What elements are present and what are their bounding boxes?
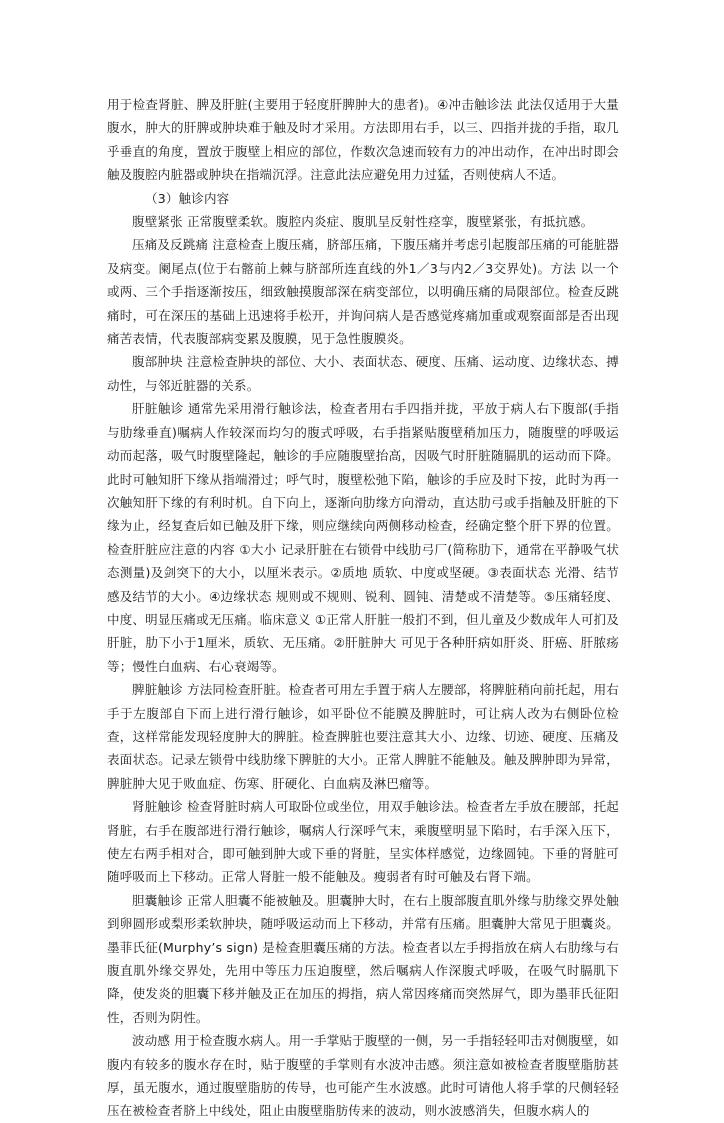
paragraph-abdominal-mass: 腹部肿块 注意检查肿块的部位、大小、表面状态、硬度、压痛、运动度、边缘状态、搏动性，与邻近脏器的关系。 xyxy=(107,354,619,393)
paragraph-impact-palpation: 用于检查肾脏、脾及肝脏(主要用于轻度肝脾肿大的患者)。④冲击触诊法 此法仅适用于大量腹水，肿大的肝脾或肿块难于触及时才采用。方法即用右手，以三、四指并拢的手指，取几乎垂直的角度，置放于腹壁上相应的部位，作数次急速而较有力的冲出动作，在冲出时即会触及腹腔内脏器或肿块在指端沉浮。注意此法应避免用力过猛，否则使病人不适。 xyxy=(107,97,619,183)
document-page xyxy=(107,93,619,1123)
paragraph-spleen-palpation: 脾脏触诊 方法同检查肝脏。检查者可用左手置于病人左腰部，将脾脏稍向前托起，用右手于左腹部自下而上进行滑行触诊，如平卧位不能膜及脾脏时，可让病人改为右侧卧位检查，这样常能发现轻度肿大的脾脏。检查脾脏也要注意其大小、边缘、切迹、硬度、压痛及表面状态。记录左锁骨中线肋缘下脾脏的大小。正常人脾脏不能触及。触及脾肿即为异常，脾脏肿大见于败血症、伤寒、肝硬化、白血病及淋巴瘤等。 xyxy=(107,682,619,791)
paragraph-kidney-palpation: 肾脏触诊 检查肾脏时病人可取卧位或坐位，用双手触诊法。检查者左手放在腰部，托起肾脏，右手在腹部进行滑行触诊，嘱病人行深呼气末，乘腹壁明显下陷时，右手深入压下，使左右两手相对合，即可触到肿大或下垂的肾脏，呈实体样感觉，边缘圆钝。下垂的肾脏可随呼吸而上下移动。正常人肾脏一般不能触及。瘦弱者有时可触及右肾下端。 xyxy=(107,799,619,885)
paragraph-abdominal-wall-tension: 腹壁紧张 正常腹壁柔软。腹腔内炎症、腹肌呈反射性痉挛，腹壁紧张，有抵抗感。 xyxy=(132,214,594,230)
paragraph-gallbladder-palpation: 胆囊触诊 正常人胆囊不能被触及。胆囊肿大时，在右上腹部腹直肌外缘与肋缘交界处触到卵圆形或梨形柔软肿块，随呼吸运动而上下移动，并常有压痛。胆囊肿大常见于胆囊炎。墨菲氏征(Murphy’s sign) 是检查胆囊压痛的方法。检查者以左手拇指放在病人右肋缘与右腹直肌外缘交界处，先用中等压力压迫腹壁，然后嘱病人作深腹式呼吸，在吸气时膈肌下降，使发炎的胆囊下移并触及正在加压的拇指，病人常因疼痛而突然屏气，即为墨菲氏征阳性，否则为阴性。 xyxy=(107,892,619,1025)
paragraph-tenderness-rebound: 压痛及反跳痛 注意检查上腹压痛，脐部压痛，下腹压痛并考虑引起腹部压痛的可能脏器及病变。阑尾点(位于右髂前上棘与脐部所连直线的外1／3与内2／3交界处)。方法 以一个或两、三个手指逐渐按压，细致触摸腹部深在病变部位，以明确压痛的局限部位。检查反跳痛时，可在深压的基础上迅速将手松开，并询问病人是否感觉疼痛加重或观察面部是否出现痛苦表情，代表腹部病变累及腹膜，见于急性腹膜炎。 xyxy=(107,237,619,347)
paragraph-fluid-wave: 波动感 用于检查腹水病人。用一手掌贴于腹壁的一侧，另一手指轻轻叩击对侧腹壁，如腹内有较多的腹水存在时，贴于腹壁的手掌则有水波冲击感。须注意如被检查者腹壁脂肪甚厚，虽无腹水，通过腹壁脂肪的传导，也可能产生水波感。此时可请他人将手掌的尺侧轻轻压在被检查者脐上中线处，阻止由腹壁脂肪传来的波动，则水波感消失，但腹水病人的 xyxy=(107,1033,619,1119)
paragraph-liver-palpation: 肝脏触诊 通常先采用滑行触诊法，检查者用右手四指并拢，平放于病人右下腹部(手指与肋缘垂直)嘱病人作较深而均匀的腹式呼吸，右手指紧贴腹壁稍加压力，随腹壁的呼吸运动而起落，吸气时腹壁隆起，触诊的手应随腹壁抬高，因吸气时肝脏随膈肌的运动而下降。此时可触知肝下缘从指端滑过；呼气时，腹壁松弛下陷，触诊的手应及时下按，此时为再一次触知肝下缘的有利时机。自下向上，逐渐向肋缘方向滑动，直达肋弓或手指触及肝脏的下缘为止，经复查后如已触及肝下缘，则应继续向两侧移动检查，经确定整个肝下界的位置。检查肝脏应注意的内容 ①大小 记录肝脏在右锁骨中线肋弓厂(简称肋下，通常在平静吸气状态测量)及剑突下的大小，以厘米表示。②质地 质软、中度或坚硬。③表面状态 光滑、结节感及结节的大小。④边缘状态 规则或不规则、锐利、圆钝、清楚或不清楚等。⑤压痛轻度、中度、明显压痛或无压痛。临床意义 ①正常人肝脏一般扪不到，但儿童及少数成年人可扪及肝脏，肋下小于1厘米，质软、无压痛。②肝脏肿大 可见于各种肝病如肝炎、肝癌、肝脓疡等；慢性白血病、右心衰竭等。 xyxy=(107,401,619,674)
section-heading-palpation-content: （3）触诊内容 xyxy=(145,190,230,206)
